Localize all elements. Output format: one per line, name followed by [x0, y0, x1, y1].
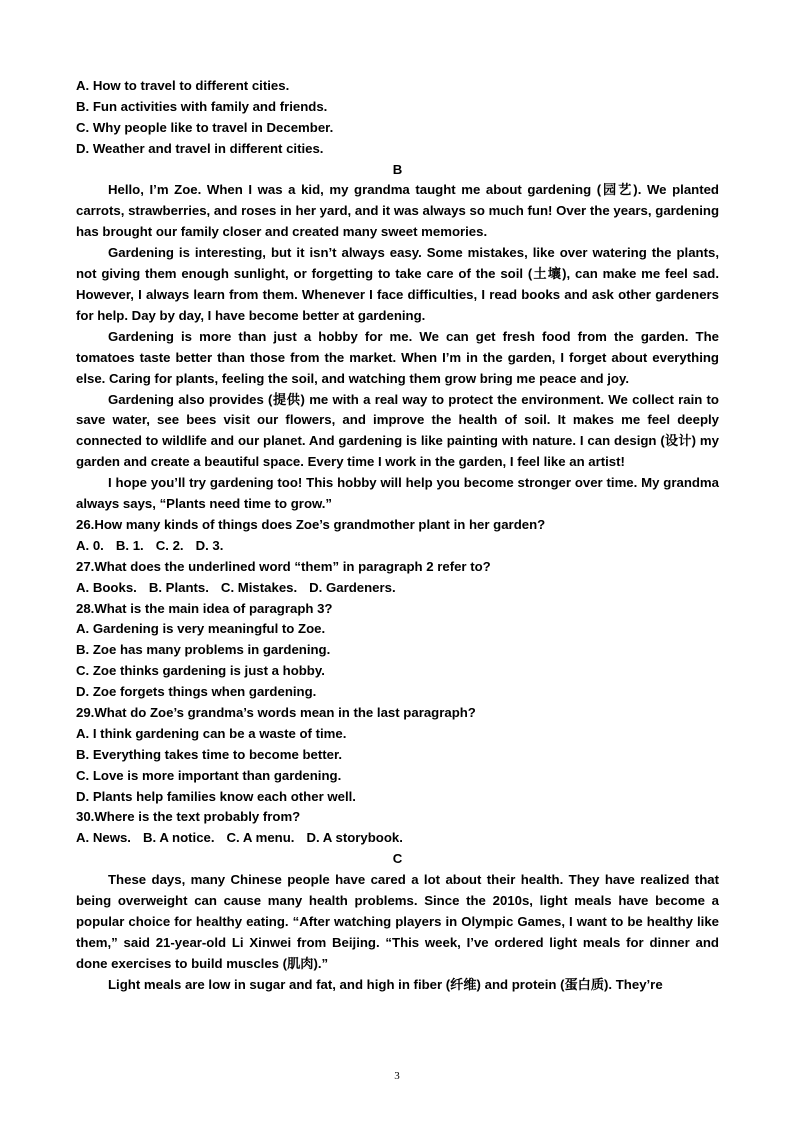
section-c-heading: C — [392, 851, 403, 867]
option-a: A. 0. — [76, 537, 104, 553]
question-options — [76, 828, 719, 849]
question-27 — [76, 557, 719, 599]
option-d: D. Gardeners. — [309, 579, 396, 595]
question-stem: 26.How many kinds of things does Zoe’s grandmother plant in her garden? — [76, 516, 546, 532]
option-b: B. Fun activities with family and friends. — [76, 98, 328, 114]
question-stem: 30.Where is the text probably from? — [76, 809, 301, 825]
passage-paragraph-1: Hello, I’m Zoe. When I was a kid, my grandma taught me about gardening (园艺). We planted carrots, strawberries, and roses in her yard, and it was always so much fun! Over the years, gardening has brought our family closer and created many sweet memories. — [76, 182, 719, 240]
passage-paragraph-2: Gardening is interesting, but it isn’t always easy. Some mistakes, like over watering the plants, not giving them enough sunlight, or forgetting to take care of the soil (土壤), can make me feel sad. However, I always learn from them. Whenever I face difficulties, I read books and ask other gardeners for help. Day by day, I have become better at gardening. — [76, 245, 719, 323]
question-30 — [76, 807, 719, 849]
option-a: A. Gardening is very meaningful to Zoe. — [76, 621, 326, 637]
question-28 — [76, 599, 719, 703]
page-number: 3 — [394, 1070, 400, 1082]
option-c: C. Why people like to travel in December. — [76, 119, 334, 135]
option-d: D. A storybook. — [306, 830, 403, 846]
option-c: C. Mistakes. — [220, 579, 298, 595]
option-d: D. Plants help families know each other well. — [76, 788, 356, 804]
option-b: B. 1. — [115, 537, 144, 553]
option-a: A. News. — [76, 830, 131, 846]
question-options — [76, 578, 719, 599]
option-a: A. How to travel to different cities. — [76, 78, 290, 93]
option-c: C. A menu. — [226, 830, 295, 846]
passage-paragraph-1: These days, many Chinese people have cared a lot about their health. They have realized that being overweight can cause many health problems. Since the 2010s, light meals have become a popular choice for healthy eating. “After watching players in Olympic Games, I want to be healthy like them,” said 21-year-old Li Xinwei from Beijing. “This week, I’ve ordered light meals for dinner and done exercises to build muscles (肌肉).” — [76, 872, 719, 971]
passage-paragraph-3: Gardening is more than just a hobby for me. We can get fresh food from the garden. The tomatoes taste better than those from the market. When I’m in the garden, I forget about everything else. Caring for plants, feeling the soil, and watching them grow bring me peace and joy. — [76, 328, 719, 386]
option-a: A. Books. — [76, 579, 137, 595]
option-b: B. A notice. — [142, 830, 215, 846]
option-b: B. Everything takes time to become better. — [76, 746, 343, 762]
question-stem: 29.What do Zoe’s grandma’s words mean in the last paragraph? — [76, 704, 476, 720]
option-a: A. I think gardening can be a waste of time. — [76, 725, 347, 741]
option-c: C. 2. — [155, 537, 184, 553]
question-29 — [76, 703, 719, 807]
option-d: D. 3. — [195, 537, 224, 553]
question-stem: 28.What is the main idea of paragraph 3? — [76, 600, 333, 616]
exam-page — [76, 76, 719, 996]
option-d: D. Zoe forgets things when gardening. — [76, 684, 317, 700]
passage-paragraph-5: I hope you’ll try gardening too! This hobby will help you become stronger over time. My grandma always says, “Plants need time to grow.” — [76, 475, 719, 512]
question-26 — [76, 515, 719, 557]
section-b-heading: B — [392, 161, 403, 177]
option-c: C. Love is more important than gardening. — [76, 767, 342, 783]
prev-question-options — [76, 76, 719, 160]
question-options — [76, 536, 719, 557]
question-stem: 27.What does the underlined word “them” in paragraph 2 refer to? — [76, 558, 491, 574]
passage-paragraph-2: Light meals are low in sugar and fat, and high in fiber (纤维) and protein (蛋白质). They’re — [108, 976, 663, 992]
option-d: D. Weather and travel in different cities. — [76, 140, 324, 156]
section-b-passage — [76, 180, 719, 515]
section-c-passage — [76, 870, 719, 995]
option-b: B. Plants. — [148, 579, 209, 595]
option-b: B. Zoe has many problems in gardening. — [76, 642, 331, 658]
passage-paragraph-4: Gardening also provides (提供) me with a real way to protect the environment. We collect rain to save water, see bees visit our flowers, and improve the health of soil. It makes me feel deeply connected to wildlife and our planet. And gardening is like painting with nature. I can design (设计) my garden and create a beautiful space. Every time I work in the garden, I feel like an artist! — [76, 391, 719, 470]
option-c: C. Zoe thinks gardening is just a hobby. — [76, 663, 325, 679]
